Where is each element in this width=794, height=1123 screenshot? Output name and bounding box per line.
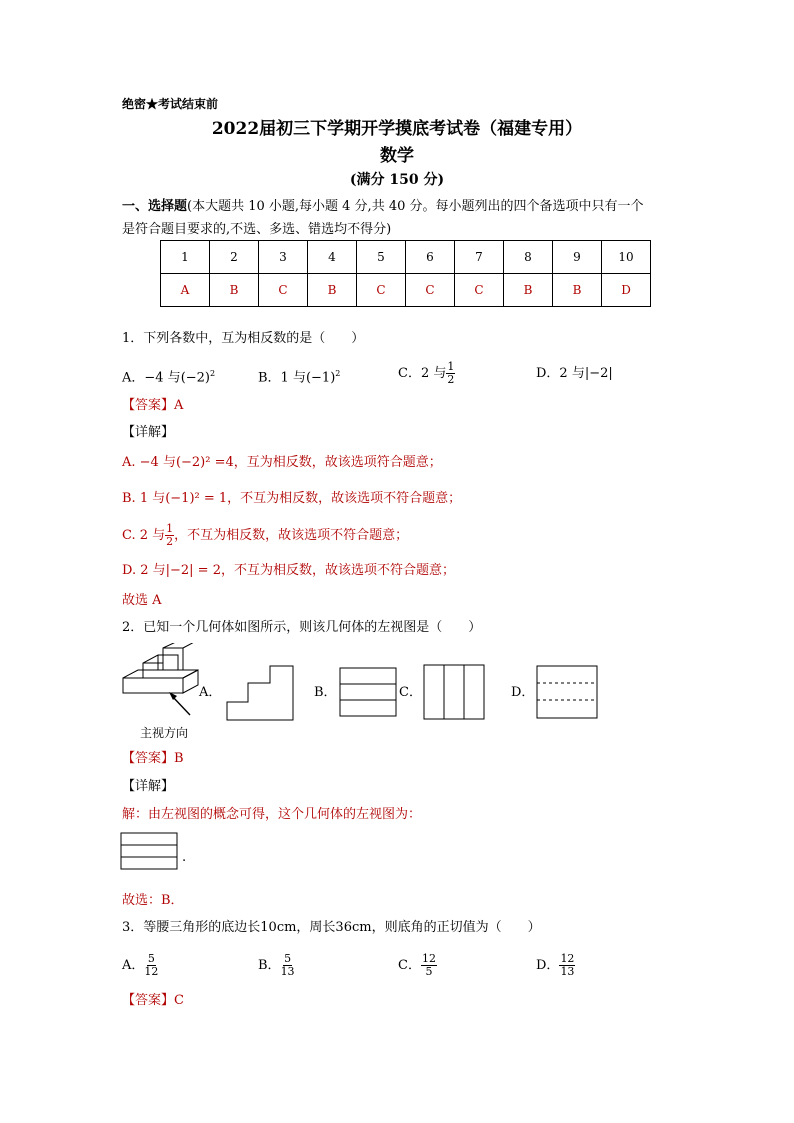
table-cell: A [161, 274, 210, 307]
q1-option-b: B．1 与$(-1)^2$ [258, 369, 341, 386]
section-heading: 一、选择题 [122, 199, 188, 214]
table-cell: C [455, 274, 504, 307]
table-cell: 2 [210, 241, 259, 274]
table-cell: B [504, 274, 553, 307]
fraction: $\frac{12}{13}$ [560, 952, 575, 978]
q3-option-d: D． $\frac{12}{13}$ [536, 952, 575, 978]
table-cell: C [357, 274, 406, 307]
q1-stem: 1．下列各数中，互为相反数的是（ ） [122, 331, 365, 346]
answer-key-table [160, 240, 651, 307]
q2-explain: 解：由左视图的概念可得，这个几何体的左视图为： [122, 807, 422, 822]
table-cell: 8 [504, 241, 553, 274]
q3-option-b: B． $\frac{5}{13}$ [258, 952, 295, 978]
table-cell: 10 [602, 241, 651, 274]
table-cell: B [210, 274, 259, 307]
q2-left-view-figure [120, 832, 178, 870]
fraction: $\frac{1}{2}$ [166, 522, 174, 548]
table-cell: 6 [406, 241, 455, 274]
q3-stem: 3．等腰三角形的底边长10cm，周长36cm，则底角的正切值为（ ） [122, 920, 541, 935]
q2-detail-label: 【详解】 [122, 779, 175, 794]
fraction: $\frac{5}{13}$ [280, 952, 295, 978]
q1-answer: 【答案】A [122, 398, 184, 413]
q1-option-a: A．−4 与$(-2)^2$ [122, 369, 216, 386]
q1-option-c: C．2 与 $\frac{1}{2}$ [398, 360, 455, 386]
q3-answer: 【答案】C [122, 993, 184, 1008]
q1-option-d: D．2 与|−2| [536, 366, 613, 381]
q2-option-b-label: B． [314, 685, 337, 700]
q2-option-c-figure [423, 664, 485, 720]
q1-detail-c: C. 2 与 $\frac{1}{2}$ ，不互为相反数，故该选项不符合题意； [122, 522, 409, 548]
table-cell: B [553, 274, 602, 307]
answer-key-number-row [161, 241, 651, 274]
q1-detail-a: A. −4 与(−2)² =4，互为相反数，故该选项符合题意； [122, 455, 442, 470]
table-cell: 3 [259, 241, 308, 274]
q1-detail-b: B. 1 与(−1)² = 1，不互为相反数，故该选项不符合题意； [122, 491, 462, 506]
table-cell: D [602, 274, 651, 307]
q2-stem: 2．已知一个几何体如图所示，则该几何体的左视图是（ ） [122, 620, 482, 635]
view-direction-label: 主视方向 [140, 726, 189, 740]
table-cell: 9 [553, 241, 602, 274]
q2-conclusion: 故选：B． [122, 893, 184, 908]
table-cell: B [308, 274, 357, 307]
table-cell: 1 [161, 241, 210, 274]
table-cell: C [406, 274, 455, 307]
subject-title: 数学 [380, 146, 414, 166]
q1-conclusion: 故选 A [122, 593, 162, 608]
q3-option-a: A． $\frac{5}{12}$ [122, 952, 159, 978]
fraction: $\frac{12}{5}$ [421, 952, 436, 978]
table-cell: 5 [357, 241, 406, 274]
q3-option-c: C． $\frac{12}{5}$ [398, 952, 436, 978]
answer-key-answer-row [161, 274, 651, 307]
q2-answer: 【答案】B [122, 751, 184, 766]
section-desc-line2: 是符合题目要求的,不选、多选、错选均不得分) [122, 222, 392, 237]
stair-solid-figure [118, 643, 200, 723]
fraction: $\frac{1}{2}$ [447, 360, 455, 386]
q2-option-b-figure [339, 667, 397, 717]
q2-option-c-label: C． [399, 685, 422, 700]
q2-option-d-label: D． [511, 685, 535, 700]
table-cell: 4 [308, 241, 357, 274]
table-cell: 7 [455, 241, 504, 274]
full-score: (满分 150 分) [349, 172, 445, 188]
q2-period: . [182, 850, 187, 865]
table-cell: C [259, 274, 308, 307]
q2-option-a-label: A． [199, 685, 222, 700]
q2-option-d-figure [536, 665, 598, 719]
q1-detail-label: 【详解】 [122, 425, 175, 440]
secret-label: 绝密★考试结束前 [122, 97, 219, 111]
fraction: $\frac{5}{12}$ [144, 952, 159, 978]
q1-detail-d: D. 2 与|−2| = 2，不互为相反数，故该选项不符合题意； [122, 563, 455, 578]
section-desc-line1: 一、选择题(本大题共 10 小题,每小题 4 分,共 40 分。每小题列出的四个备选项中只有一个 [122, 199, 644, 214]
exam-title: 2022届初三下学期开学摸底考试卷（福建专用） [211, 119, 583, 139]
q2-option-a-figure [226, 665, 294, 721]
